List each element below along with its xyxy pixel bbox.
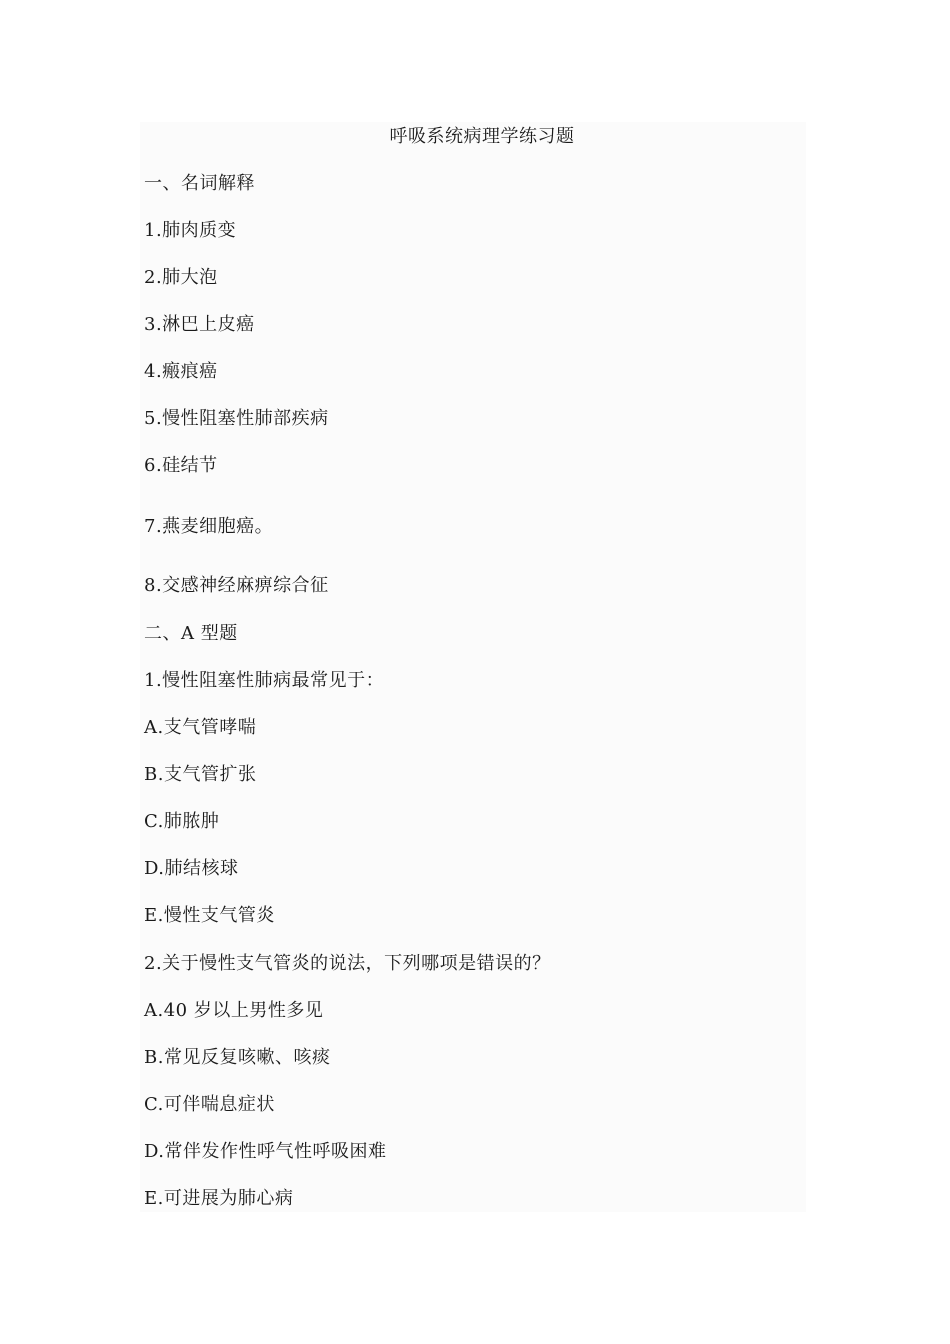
answer-option: D.常伴发作性呼气性呼吸困难 [144, 1141, 387, 1162]
question-stem: 2.关于慢性支气管炎的说法，下列哪项是错误的？ [144, 953, 551, 974]
definition-item: 7.燕麦细胞癌。 [144, 516, 274, 537]
answer-option: E.慢性支气管炎 [144, 905, 275, 926]
definition-item: 6.硅结节 [144, 455, 218, 476]
definition-item: 5.慢性阻塞性肺部疾病 [144, 408, 329, 429]
definition-item: 8.交感神经麻痹综合征 [144, 575, 329, 596]
answer-option: B.常见反复咳嗽、咳痰 [144, 1047, 331, 1068]
definition-item: 2.肺大泡 [144, 267, 218, 288]
document-title: 呼吸系统病理学练习题 [389, 126, 575, 147]
answer-option: A.支气管哮喘 [144, 717, 257, 738]
answer-option: D.肺结核球 [144, 858, 239, 879]
answer-option: C.肺脓肿 [144, 811, 220, 832]
answer-option: C.可伴喘息症状 [144, 1094, 275, 1115]
answer-option: B.支气管扩张 [144, 764, 257, 785]
section-heading-type-a: 二、A 型题 [144, 623, 238, 644]
definition-item: 1.肺肉质变 [144, 220, 237, 241]
definition-item: 4.瘢痕癌 [144, 361, 218, 382]
answer-option: A.40 岁以上男性多见 [144, 1000, 324, 1021]
definition-item: 3.淋巴上皮癌 [144, 314, 255, 335]
question-stem: 1.慢性阻塞性肺病最常见于： [144, 670, 385, 691]
section-heading-definitions: 一、名词解释 [144, 173, 255, 194]
answer-option: E.可进展为肺心病 [144, 1188, 294, 1209]
